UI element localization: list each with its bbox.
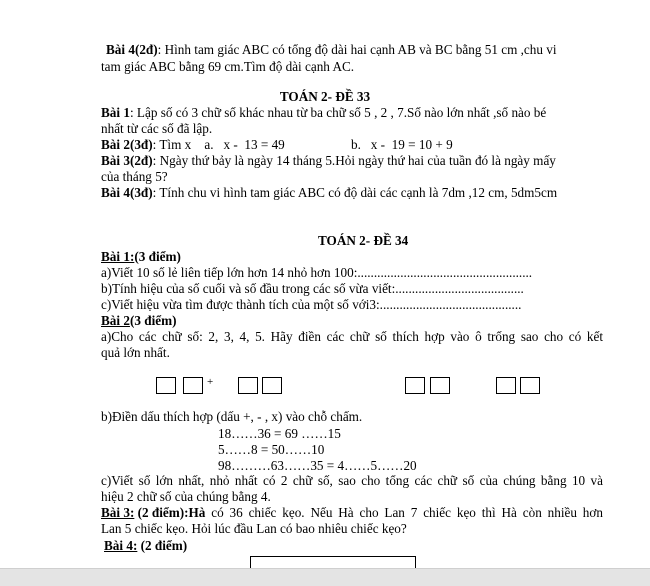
exam-33-ex2-part-a: : Tìm x a. x - 13 = 49: [152, 137, 285, 152]
exercise-4-prev-text1: : Hình tam giác ABC có tổng độ dài hai cạnh AB và BC bằng 51 cm ,chu vi: [157, 42, 557, 57]
exam-33-ex4-line: [101, 185, 557, 200]
word: số: [375, 329, 387, 344]
exam-34-ex2-points: (3 điểm): [129, 313, 177, 328]
word: điền: [298, 329, 321, 344]
exam-33-ex2-label: Bài 2(3đ): [101, 137, 153, 152]
answer-box[interactable]: [238, 377, 258, 394]
exam-33-ex3-label: Bài 3(2đ): [101, 153, 153, 168]
word: 3,: [223, 329, 234, 344]
exam-33-ex3-line2: của tháng 5?: [101, 169, 168, 184]
word: Lan: [384, 505, 405, 520]
word: hơn: [582, 505, 603, 520]
exam-34-ex1-points: (3 điểm): [134, 249, 181, 264]
answer-box[interactable]: [156, 377, 176, 394]
word: các: [326, 329, 345, 344]
word: hợp: [424, 329, 445, 344]
word: các: [414, 473, 433, 488]
word: số:: [187, 329, 203, 344]
word: và: [590, 473, 603, 488]
word: 10: [571, 473, 586, 488]
exam-34-ex2-heading: [101, 313, 176, 328]
exam-33-ex1-line1: [101, 105, 546, 120]
word: cho: [361, 473, 381, 488]
exam-34-ex3-label-text: Bài 3:: [101, 505, 135, 520]
word: kẹo: [456, 505, 476, 520]
exam-34-ex4-points: (2 điểm): [137, 538, 188, 553]
word: chữ: [349, 329, 370, 344]
word: cho: [544, 329, 564, 344]
exam-33-ex2-line: [101, 137, 285, 152]
word: chữ: [437, 473, 458, 488]
equation-1: 18……36 = 69 ……15: [218, 426, 341, 441]
word: cho: [359, 505, 379, 520]
answer-box[interactable]: [183, 377, 203, 394]
word: sao: [338, 473, 356, 488]
word: Nếu: [310, 505, 333, 520]
word: Hãy: [270, 329, 293, 344]
exam-34-ex2-c-line1: [101, 473, 603, 488]
exam-34-ex2-label: Bài 2: [101, 313, 130, 328]
exam-34-ex4-heading: [104, 538, 187, 553]
word: 36: [229, 505, 243, 520]
exam-34-ex3-line2: Lan 5 chiếc kẹo. Hỏi lúc đầu Lan có bao nhiêu chiếc kẹo?: [101, 521, 407, 536]
word: 2,: [208, 329, 219, 344]
exercise-4-prev-label: Bài 4(2đ): [106, 42, 158, 57]
word: có: [263, 473, 276, 488]
word: Hà: [501, 505, 517, 520]
exam-34-ex1-a: a)Viết 10 số lẻ liên tiếp lớn hơn 14 nhỏ hơn 100:.....................................................: [101, 265, 533, 280]
exam-33-ex1-text1: : Lập số có 3 chữ số khác nhau từ ba chữ số 5 , 2 , 7.Số nào lớn nhất ,số nào bé: [129, 105, 547, 120]
word: thích: [392, 329, 419, 344]
exam-33-ex4-text1: : Tính chu vi hình tam giác ABC có độ dài các cạnh là 7dm ,12 cm, 5dm5cm: [152, 185, 558, 200]
word: trống: [487, 329, 516, 344]
exam-34-ex2-a-line2: quả lớn nhất.: [101, 345, 170, 360]
exam-34-ex3-name: :Hà: [184, 505, 206, 520]
exam-34-title: TOÁN 2- ĐỀ 34: [318, 233, 409, 248]
exam-34-ex2-b: b)Điền dấu thích hợp (dấu +, - , x) vào chỗ chấm.: [101, 409, 363, 424]
exam-34-ex3-points: (2 điểm): [134, 505, 185, 520]
exam-34-ex1-c: c)Viết hiệu vừa tìm được thành tích của một số với3:...........................................: [101, 297, 522, 312]
word: 2: [280, 473, 288, 488]
word: lớn: [155, 473, 173, 488]
word: nhất,: [178, 473, 205, 488]
word: kẹo.: [282, 505, 305, 520]
word: chiếc: [423, 505, 452, 520]
word: c)Viết: [101, 473, 134, 488]
word: số: [138, 473, 151, 488]
word: có: [211, 505, 224, 520]
plus-sign: +: [207, 376, 214, 388]
exam-33-ex3-text1: : Ngày thứ bảy là ngày 14 tháng 5.Hỏi ngày thứ hai của tuần đó là ngày mấy: [152, 153, 556, 168]
exercise-4-prev-line2: tam giác ABC bằng 69 cm.Tìm độ dài cạnh AC.: [101, 59, 355, 74]
equation-2: 5……8 = 50……10: [218, 442, 325, 457]
answer-box[interactable]: [430, 377, 450, 394]
word: còn: [522, 505, 542, 520]
word: chữ: [162, 329, 182, 344]
exam-34-ex3-line1: [101, 505, 603, 520]
exam-34-ex1-label: Bài 1:: [101, 249, 135, 264]
exam-34-ex1-heading: [101, 249, 181, 264]
word: nhỏ: [209, 473, 230, 488]
word: kết: [586, 329, 603, 344]
word: số: [462, 473, 475, 488]
exam-34-ex2-c-line2: hiệu 2 chữ số của chúng bằng 4.: [101, 489, 271, 504]
answer-box[interactable]: [405, 377, 425, 394]
exam-33-ex3-line1: [101, 153, 556, 168]
exam-33-title: TOÁN 2- ĐỀ 33: [279, 89, 371, 104]
word: 4,: [239, 329, 250, 344]
word: số,: [317, 473, 333, 488]
answer-box[interactable]: [496, 377, 516, 394]
word: vào: [450, 329, 470, 344]
word: nhiều: [547, 505, 577, 520]
exam-34-ex2-a-line1: [101, 329, 603, 344]
horizontal-scrollbar[interactable]: [0, 568, 650, 586]
exam-33-ex1-line2: nhất từ các số đã lập.: [101, 121, 213, 136]
word: chiếc: [248, 505, 277, 520]
exam-34-ex3-label: [101, 505, 205, 520]
word: chữ: [292, 473, 313, 488]
word: 5.: [255, 329, 265, 344]
word: 7: [410, 505, 418, 520]
exam-34-ex1-b: b)Tính hiệu của số cuối và số đầu trong các số vừa viết:.......................................: [101, 281, 524, 296]
exercise-4-prev-line1: [106, 42, 557, 57]
word: các: [138, 329, 157, 344]
exam-34-ex4-label: Bài 4:: [104, 538, 138, 553]
exam-33-ex1-label: Bài 1: [101, 105, 130, 120]
word: có: [568, 329, 582, 344]
answer-box[interactable]: [520, 377, 540, 394]
exam-33-ex4-label: Bài 4(3đ): [101, 185, 153, 200]
word: bằng: [540, 473, 567, 488]
answer-box[interactable]: [262, 377, 282, 394]
word: thì: [481, 505, 496, 520]
equation-3: 98………63……35 = 4……5……20: [218, 458, 417, 473]
word: Hà: [338, 505, 354, 520]
word: của: [479, 473, 498, 488]
word: ô: [475, 329, 482, 344]
word: chúng: [503, 473, 536, 488]
word: tổng: [385, 473, 410, 488]
word: sao: [520, 329, 539, 344]
word: nhất: [234, 473, 258, 488]
word: a)Cho: [101, 329, 134, 344]
exam-33-ex2-part-b: b. x - 19 = 10 + 9: [351, 137, 453, 152]
